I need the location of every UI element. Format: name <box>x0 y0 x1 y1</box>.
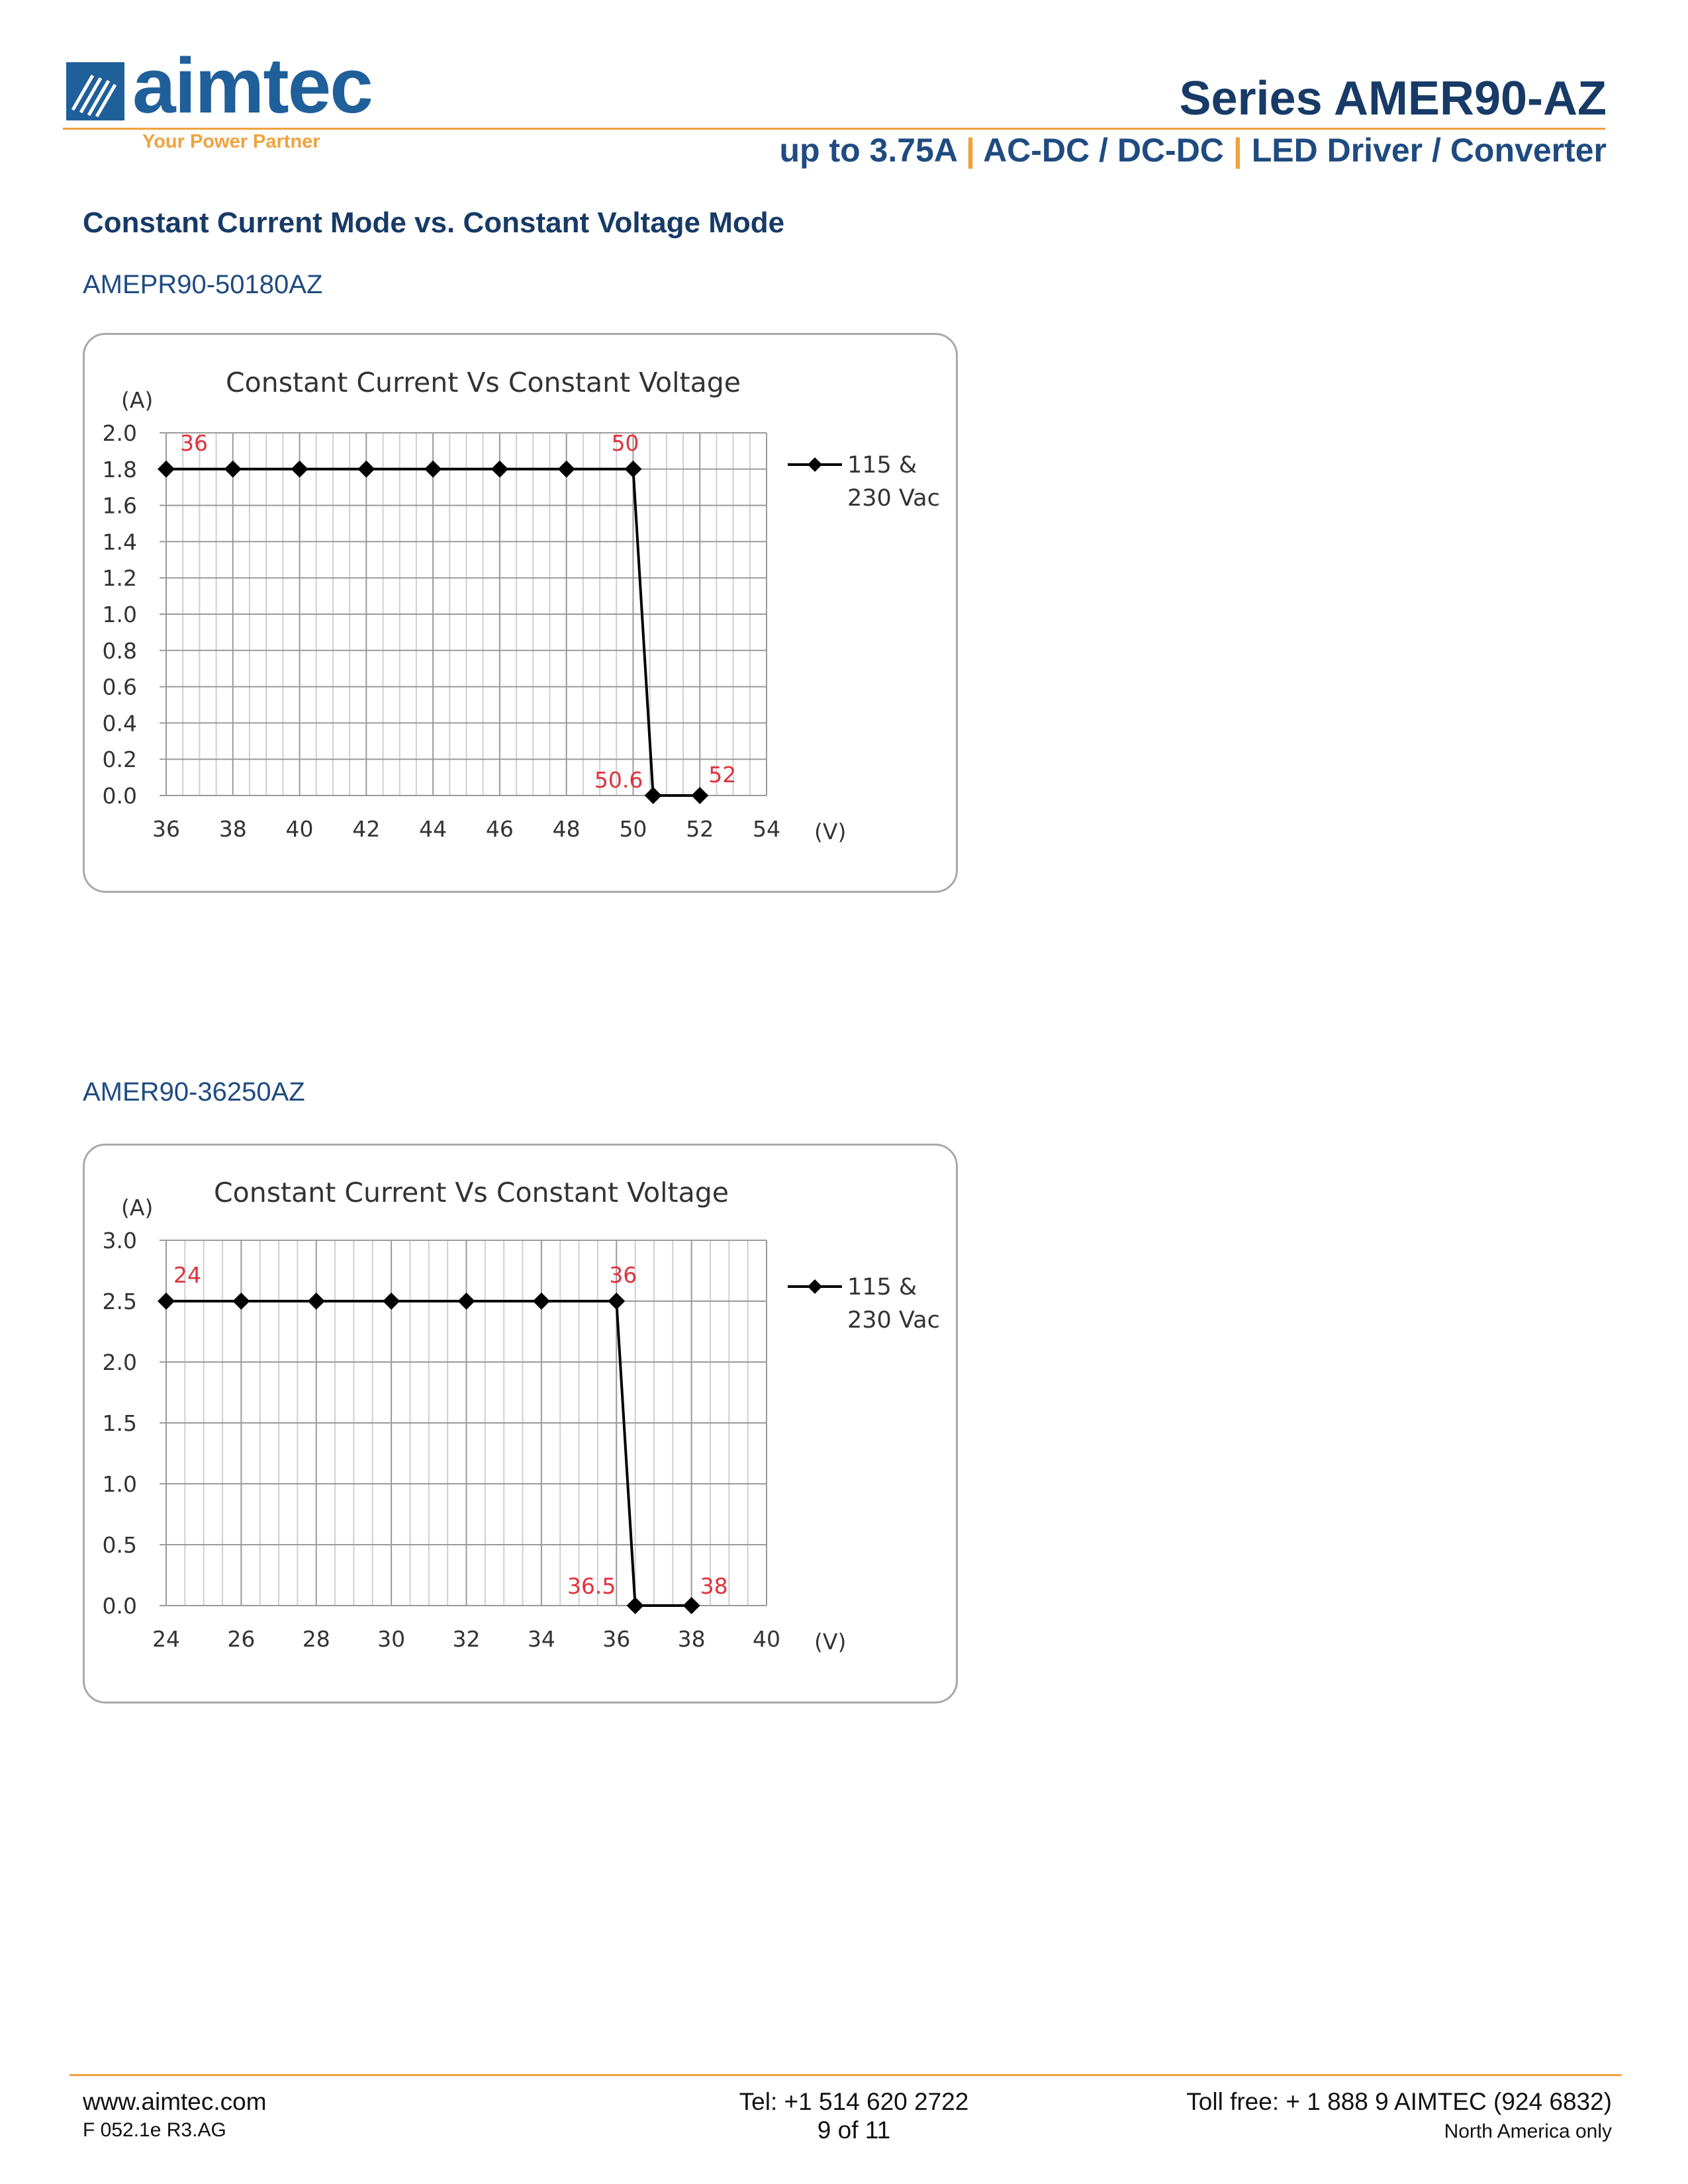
chart-1-model-label: AMEPR90-50180AZ <box>83 270 323 299</box>
logo-mark-icon <box>66 62 124 120</box>
logo-wordmark: aimtec <box>132 42 372 130</box>
chart-title: Constant Current Vs Constant Voltage <box>214 1177 729 1208</box>
y-tick-label: 1.2 <box>102 565 137 592</box>
y-tick-label: 2.0 <box>102 420 137 446</box>
logo-tagline: Your Power Partner <box>142 131 320 152</box>
header-divider <box>63 128 1605 130</box>
y-tick-label: 0.0 <box>102 1593 137 1619</box>
y-tick-label: 0.0 <box>102 783 137 809</box>
aimtec-logo <box>66 42 377 164</box>
footer-doc-code: F 052.1e R3.AG <box>83 2119 226 2141</box>
legend-label: 115 & <box>847 1274 917 1300</box>
footer-website[interactable]: www.aimtec.com <box>83 2088 267 2115</box>
legend-marker <box>808 457 822 472</box>
chart-2-svg <box>85 1146 956 1702</box>
data-point-marker <box>224 461 242 478</box>
legend-label: 230 Vac <box>847 485 940 512</box>
x-tick-label: 24 <box>152 1626 180 1652</box>
x-tick-label: 28 <box>302 1626 330 1652</box>
data-point-marker <box>383 1293 400 1310</box>
x-tick-label: 52 <box>686 816 714 842</box>
data-point-marker <box>645 787 662 804</box>
data-point-marker <box>627 1597 644 1614</box>
series-subtitle <box>779 131 1607 169</box>
chart-1-frame <box>83 333 958 893</box>
legend-label: 115 & <box>847 452 917 478</box>
chart-2-frame <box>83 1144 958 1704</box>
data-point-marker <box>558 461 575 478</box>
y-tick-label: 1.0 <box>102 1471 137 1497</box>
y-tick-label: 0.6 <box>102 674 137 700</box>
x-tick-label: 38 <box>677 1626 706 1652</box>
x-tick-label: 32 <box>452 1626 481 1652</box>
data-point-marker <box>158 461 175 478</box>
series-title: Series AMER90-AZ <box>1179 72 1607 125</box>
data-point-marker <box>691 787 708 804</box>
subtitle-product: LED Driver / Converter <box>1251 132 1607 169</box>
x-tick-label: 40 <box>285 816 314 842</box>
footer-toll-free: Toll free: + 1 888 9 AIMTEC (924 6832) <box>1186 2088 1612 2115</box>
data-point-marker <box>683 1597 700 1614</box>
x-tick-label: 46 <box>485 816 514 842</box>
data-label: 52 <box>708 762 737 788</box>
x-tick-label: 48 <box>552 816 581 842</box>
data-point-marker <box>291 461 308 478</box>
subtitle-type: AC-DC / DC-DC <box>983 132 1224 169</box>
chart-1-svg <box>85 335 956 891</box>
data-label: 36 <box>180 430 208 456</box>
y-tick-label: 0.2 <box>102 747 137 773</box>
y-tick-label: 2.5 <box>102 1289 137 1314</box>
data-label: 38 <box>700 1573 728 1599</box>
y-tick-label: 1.6 <box>102 492 137 519</box>
section-heading: Constant Current Mode vs. Constant Voltage Mode <box>83 206 785 239</box>
subtitle-separator: | <box>1233 132 1243 169</box>
data-label: 24 <box>173 1262 201 1288</box>
x-tick-label: 34 <box>527 1626 555 1652</box>
footer-page-number: 9 of 11 <box>817 2116 891 2144</box>
data-point-marker <box>533 1293 550 1310</box>
data-point-marker <box>608 1293 625 1310</box>
data-label: 36.5 <box>567 1573 616 1599</box>
data-point-marker <box>458 1293 475 1310</box>
data-point-marker <box>308 1293 325 1310</box>
y-tick-label: 2.0 <box>102 1349 137 1375</box>
y-tick-label: 0.8 <box>102 637 137 664</box>
data-point-marker <box>357 461 375 478</box>
x-tick-label: 44 <box>419 816 447 842</box>
data-label: 36 <box>609 1262 637 1288</box>
data-point-marker <box>158 1293 175 1310</box>
chart-2-model-label: AMER90-36250AZ <box>83 1077 305 1107</box>
subtitle-separator: | <box>966 132 976 169</box>
data-point-marker <box>624 461 641 478</box>
x-tick-label: 54 <box>753 816 780 842</box>
x-axis-unit-label: (V) <box>814 1629 847 1655</box>
footer-tel: Tel: +1 514 620 2722 <box>739 2088 969 2115</box>
y-tick-label: 0.4 <box>102 710 137 737</box>
x-tick-label: 36 <box>602 1626 631 1652</box>
x-tick-label: 38 <box>218 816 247 842</box>
y-tick-label: 1.4 <box>102 529 137 555</box>
x-tick-label: 30 <box>377 1626 406 1652</box>
data-point-marker <box>491 461 508 478</box>
data-label: 50.6 <box>594 767 643 793</box>
x-tick-label: 42 <box>352 816 381 842</box>
y-tick-label: 0.5 <box>102 1532 137 1558</box>
legend-marker <box>808 1279 822 1294</box>
legend-label: 230 Vac <box>847 1307 940 1334</box>
y-axis-unit-label: (A) <box>121 387 154 413</box>
y-tick-label: 1.8 <box>102 456 137 482</box>
footer-region: North America only <box>1444 2120 1612 2142</box>
data-point-marker <box>424 461 442 478</box>
x-tick-label: 40 <box>753 1626 780 1652</box>
y-tick-label: 1.5 <box>102 1410 137 1436</box>
x-axis-unit-label: (V) <box>814 819 847 844</box>
x-tick-label: 26 <box>227 1626 256 1652</box>
footer-divider <box>70 2074 1622 2076</box>
y-tick-label: 3.0 <box>102 1228 137 1253</box>
data-label: 50 <box>611 430 639 456</box>
data-point-marker <box>232 1293 250 1310</box>
chart-title: Constant Current Vs Constant Voltage <box>226 367 741 398</box>
x-tick-label: 50 <box>619 816 647 842</box>
subtitle-current: up to 3.75A <box>779 132 957 169</box>
x-tick-label: 36 <box>152 816 180 842</box>
y-tick-label: 1.0 <box>102 602 137 627</box>
y-axis-unit-label: (A) <box>121 1195 154 1220</box>
